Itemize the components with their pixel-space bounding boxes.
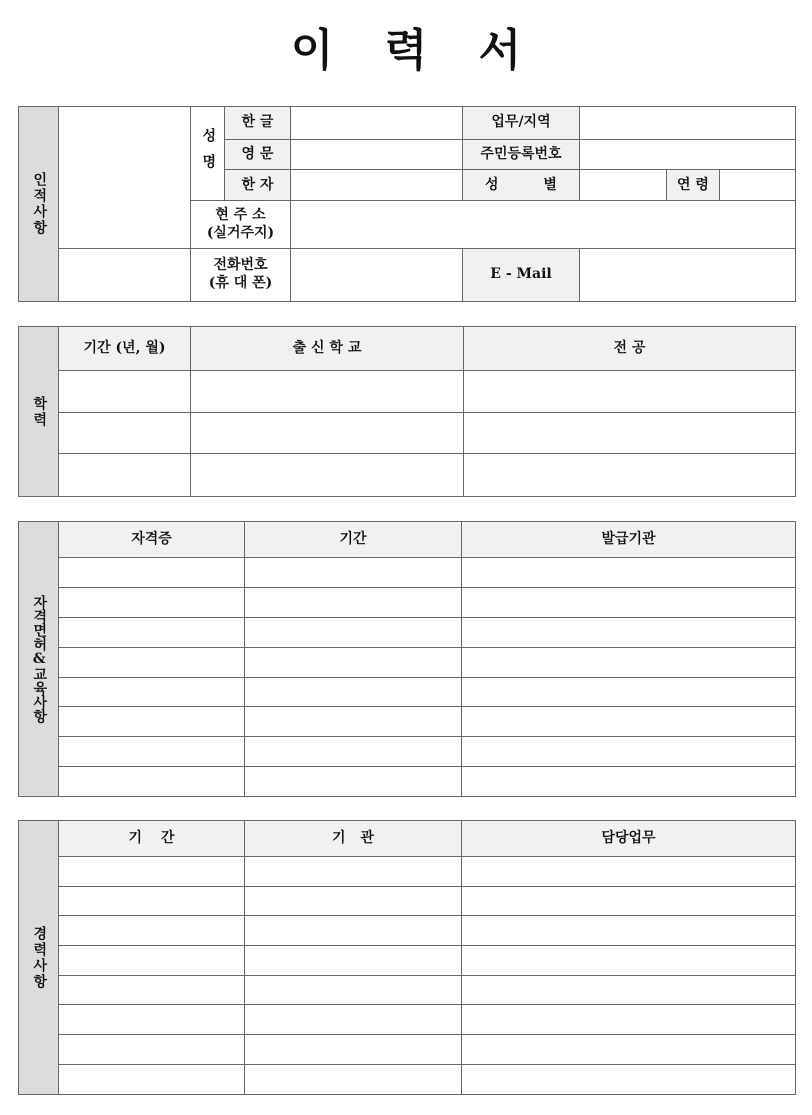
- gender-label: [463, 170, 580, 201]
- edu-cell[interactable]: [191, 413, 464, 454]
- career-cell[interactable]: [245, 1005, 462, 1035]
- cert-cell[interactable]: [462, 558, 796, 588]
- cert-cell[interactable]: [462, 618, 796, 648]
- age-field[interactable]: [720, 170, 796, 201]
- personal-info-table: [18, 106, 796, 302]
- career-cell[interactable]: [462, 887, 796, 916]
- career-cell[interactable]: [462, 1005, 796, 1035]
- cert-cell[interactable]: [59, 618, 245, 648]
- career-cell[interactable]: [245, 976, 462, 1005]
- career-cell[interactable]: [462, 976, 796, 1005]
- job-region-field[interactable]: [580, 107, 796, 140]
- edu-cell[interactable]: [191, 371, 464, 413]
- career-cell[interactable]: [59, 976, 245, 1005]
- career-cell[interactable]: [462, 946, 796, 976]
- career-cell[interactable]: [59, 1065, 245, 1095]
- section-label-personal: 인적사항: [19, 107, 59, 302]
- age-label: 연 령: [667, 170, 720, 201]
- cert-cell[interactable]: [245, 678, 462, 707]
- career-cell[interactable]: [59, 1005, 245, 1035]
- cert-cell[interactable]: [59, 558, 245, 588]
- cert-cell[interactable]: [462, 707, 796, 737]
- edu-cell[interactable]: [191, 454, 464, 497]
- edu-cell[interactable]: [59, 371, 191, 413]
- certification-table: [18, 521, 796, 797]
- cert-cell[interactable]: [462, 678, 796, 707]
- cert-header-issuer: 발급기관: [462, 522, 796, 558]
- cert-cell[interactable]: [59, 737, 245, 767]
- cert-cell[interactable]: [245, 558, 462, 588]
- document-title: 이 력 서: [290, 25, 540, 76]
- career-cell[interactable]: [59, 946, 245, 976]
- edu-cell[interactable]: [464, 454, 796, 497]
- cert-cell[interactable]: [245, 588, 462, 618]
- career-cell[interactable]: [245, 916, 462, 946]
- edu-cell[interactable]: [464, 371, 796, 413]
- career-header-duty: 담당업무: [462, 821, 796, 857]
- cert-cell[interactable]: [59, 678, 245, 707]
- phone-field[interactable]: [291, 248, 463, 301]
- career-header-org: 기 관: [245, 821, 462, 857]
- career-cell[interactable]: [59, 1035, 245, 1065]
- hanja-name-field[interactable]: [291, 170, 463, 201]
- resident-no-field[interactable]: [580, 140, 796, 170]
- edu-cell[interactable]: [59, 454, 191, 497]
- career-header-period: 기 간: [59, 821, 245, 857]
- cert-cell[interactable]: [462, 648, 796, 678]
- address-field[interactable]: [291, 201, 796, 248]
- cert-cell[interactable]: [245, 648, 462, 678]
- career-cell[interactable]: [462, 1035, 796, 1065]
- cert-cell[interactable]: [59, 707, 245, 737]
- cert-header-license: 자격증: [59, 522, 245, 558]
- section-label-education: 학력: [19, 327, 59, 497]
- edu-cell[interactable]: [59, 413, 191, 454]
- cert-cell[interactable]: [245, 737, 462, 767]
- career-cell[interactable]: [462, 916, 796, 946]
- gender-field[interactable]: [580, 170, 667, 201]
- cert-cell[interactable]: [59, 767, 245, 797]
- photo-area-bottom: [59, 248, 191, 301]
- career-cell[interactable]: [59, 887, 245, 916]
- gender-label-text: 성 별: [485, 176, 557, 193]
- resident-no-label: 주민등록번호: [463, 140, 580, 170]
- career-cell[interactable]: [462, 857, 796, 887]
- cert-cell[interactable]: [462, 737, 796, 767]
- edu-header-period: 기간 (년, 월): [59, 327, 191, 371]
- career-cell[interactable]: [245, 887, 462, 916]
- career-cell[interactable]: [245, 1035, 462, 1065]
- edu-header-major: 전 공: [464, 327, 796, 371]
- name-label: [191, 107, 225, 201]
- cert-cell[interactable]: [245, 618, 462, 648]
- career-cell[interactable]: [245, 857, 462, 887]
- english-name-field[interactable]: [291, 140, 463, 170]
- career-cell[interactable]: [59, 916, 245, 946]
- cert-cell[interactable]: [245, 707, 462, 737]
- cert-cell[interactable]: [59, 648, 245, 678]
- english-label: 영 문: [225, 140, 291, 170]
- email-label: E - Mail: [463, 248, 580, 301]
- hanja-label: 한 자: [225, 170, 291, 201]
- career-cell[interactable]: [462, 1065, 796, 1095]
- job-region-label: 업무/지역: [463, 107, 580, 140]
- career-cell[interactable]: [59, 857, 245, 887]
- career-cell[interactable]: [245, 946, 462, 976]
- cert-cell[interactable]: [245, 767, 462, 797]
- section-label-certification: 자격면허&교육사항: [19, 522, 59, 797]
- photo-area[interactable]: [59, 107, 191, 249]
- edu-cell[interactable]: [464, 413, 796, 454]
- hangul-name-field[interactable]: [291, 107, 463, 140]
- address-label: 현 주 소 (실거주지): [191, 201, 291, 248]
- cert-cell[interactable]: [462, 767, 796, 797]
- career-cell[interactable]: [245, 1065, 462, 1095]
- career-table: [18, 820, 796, 1095]
- section-label-career: 경력사항: [19, 821, 59, 1095]
- cert-cell[interactable]: [59, 588, 245, 618]
- hangul-label: 한 글: [225, 107, 291, 140]
- cert-cell[interactable]: [462, 588, 796, 618]
- email-field[interactable]: [580, 248, 796, 301]
- name-label-text: 성명: [200, 127, 217, 180]
- cert-header-period: 기간: [245, 522, 462, 558]
- education-table: [18, 326, 796, 497]
- edu-header-school: 출 신 학 교: [191, 327, 464, 371]
- phone-label: 전화번호 (휴 대 폰): [191, 248, 291, 301]
